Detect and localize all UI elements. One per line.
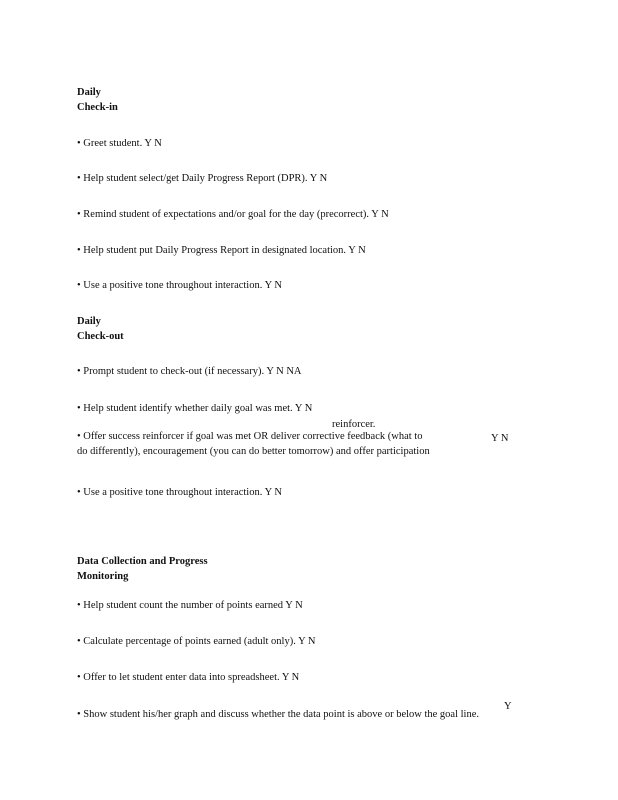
checklist-item: • Calculate percentage of points earned (adult only). Y N bbox=[77, 636, 316, 647]
section-check-in-heading bbox=[77, 85, 118, 115]
heading-line: Monitoring bbox=[77, 571, 129, 582]
heading-line: Daily bbox=[77, 316, 101, 327]
section-check-out-heading bbox=[77, 314, 124, 344]
checklist-item: • Show student his/her graph and discuss whether the data point is above or below the goal line. bbox=[77, 709, 480, 720]
checklist-item: • Use a positive tone throughout interaction. Y N bbox=[77, 487, 282, 498]
checklist-item: • Help student select/get Daily Progress Report (DPR). Y N bbox=[77, 173, 328, 184]
checklist-item-response: Y bbox=[504, 701, 512, 712]
heading-line: Data Collection and Progress bbox=[77, 556, 208, 567]
heading-line: Check-in bbox=[77, 102, 118, 113]
checklist-item: • Greet student. Y N bbox=[77, 138, 162, 149]
checklist-item-fragment: reinforcer. bbox=[332, 419, 376, 430]
checklist-item-continuation: do differently), encouragement (you can do better tomorrow) and offer participation bbox=[77, 446, 430, 457]
heading-line: Check-out bbox=[77, 331, 124, 342]
checklist-item: • Offer to let student enter data into spreadsheet. Y N bbox=[77, 672, 300, 683]
checklist-item: • Use a positive tone throughout interaction. Y N bbox=[77, 280, 282, 291]
checklist-item: • Help student identify whether daily goal was met. Y N bbox=[77, 403, 313, 414]
checklist-item: • Help student count the number of points earned Y N bbox=[77, 600, 303, 611]
checklist-item: • Remind student of expectations and/or goal for the day (precorrect). Y N bbox=[77, 209, 389, 220]
section-data-collection-heading bbox=[77, 554, 208, 584]
checklist-item: • Help student put Daily Progress Report in designated location. Y N bbox=[77, 245, 366, 256]
checklist-item-response: Y N bbox=[491, 433, 509, 444]
checklist-item: • Prompt student to check-out (if necessary). Y N NA bbox=[77, 366, 302, 377]
checklist-item: • Offer success reinforcer if goal was met OR deliver corrective feedback (what to bbox=[77, 431, 423, 442]
heading-line: Daily bbox=[77, 87, 101, 98]
